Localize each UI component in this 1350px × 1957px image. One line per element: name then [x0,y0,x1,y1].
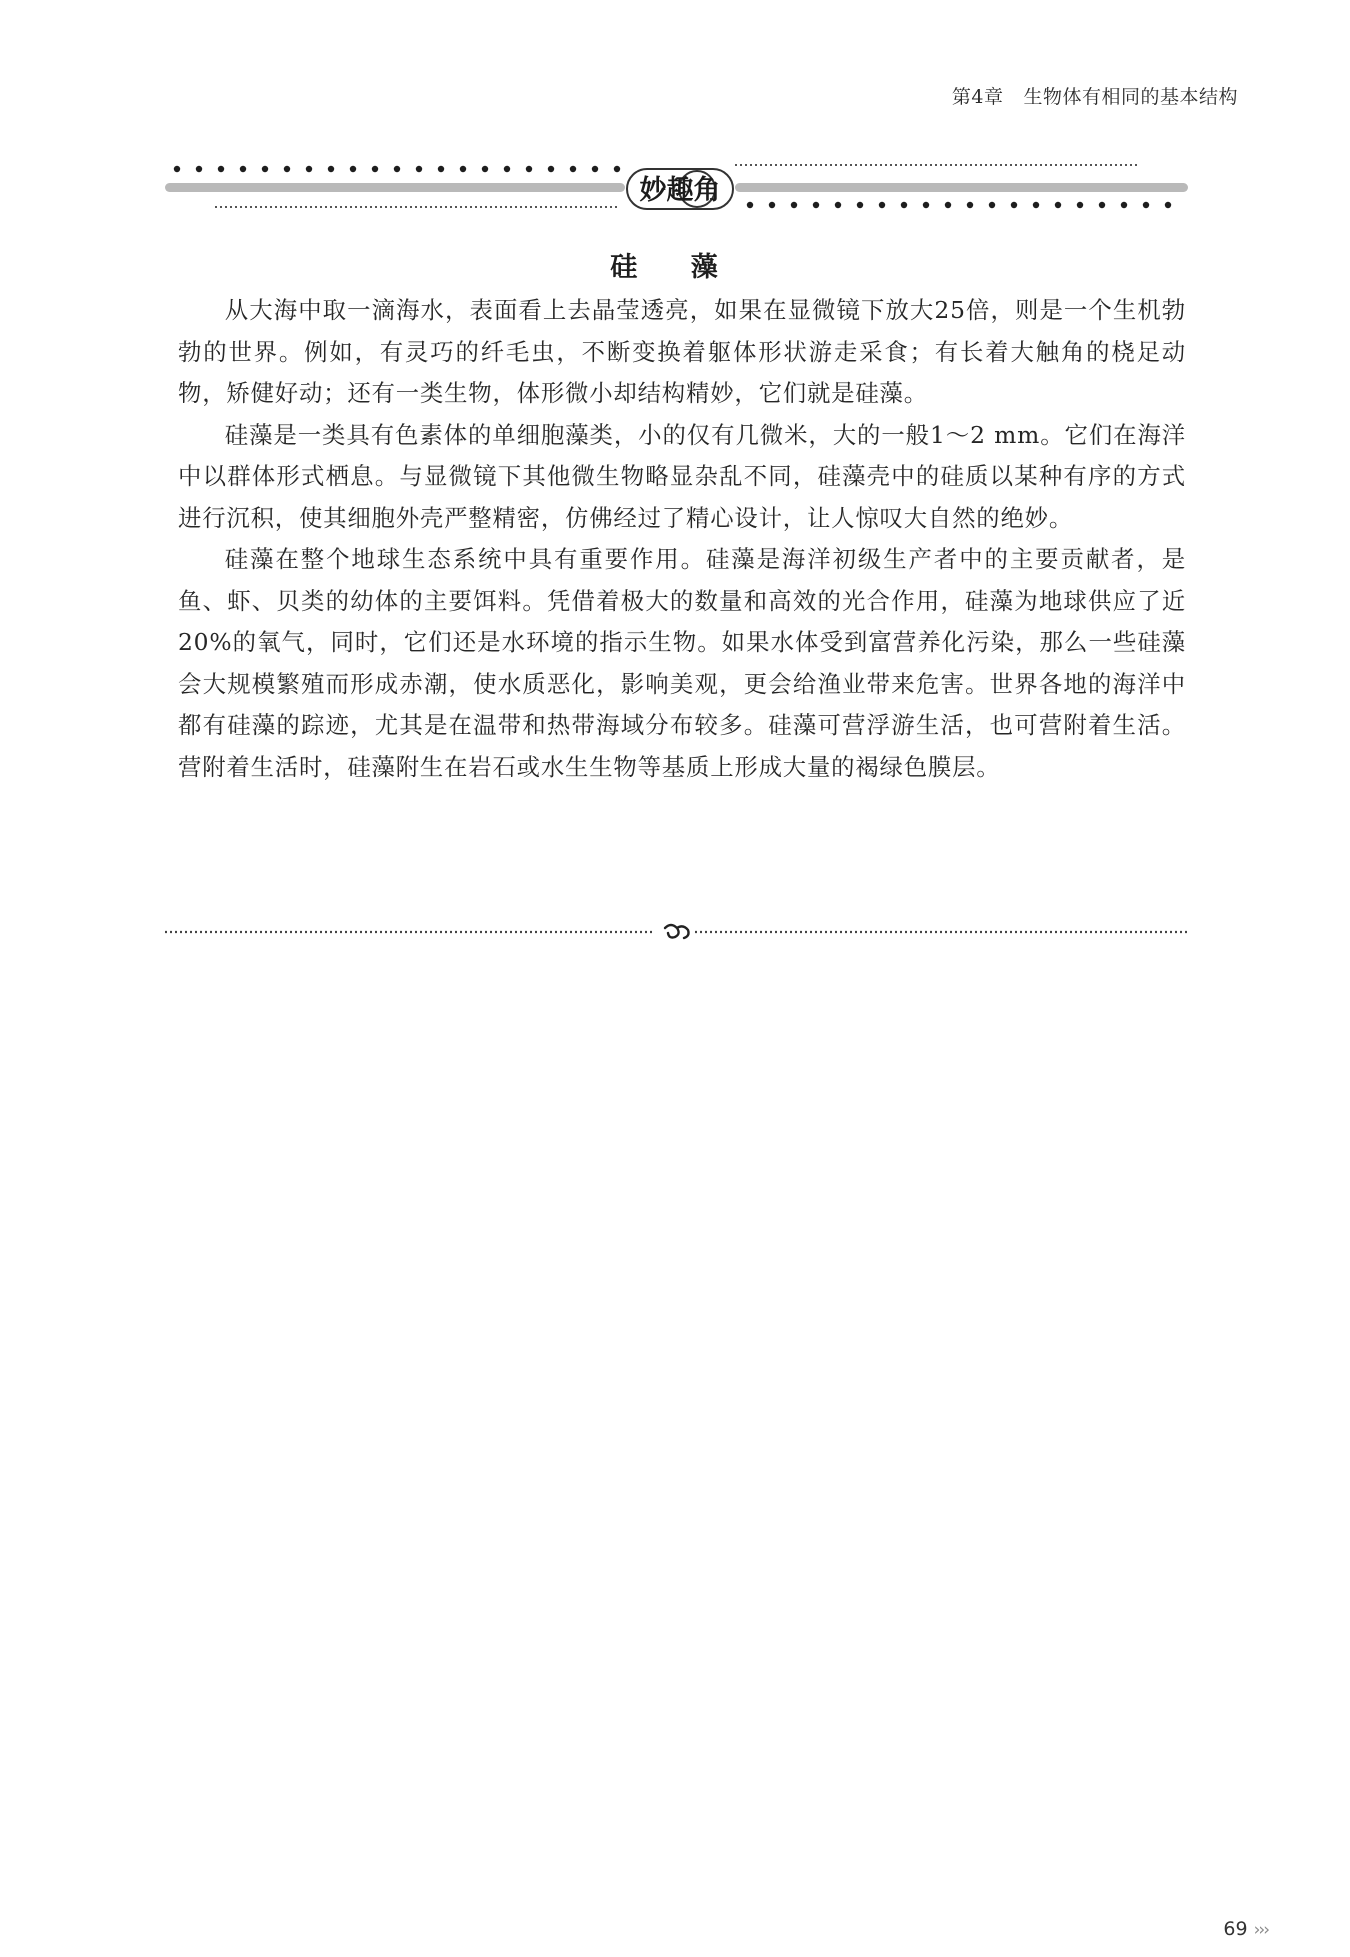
banner-decoration [165,155,1188,225]
end-rule-ornament [165,920,1188,944]
section-end-rule [165,920,1188,944]
page-number-value: 69 [1223,1918,1248,1940]
page-number [1223,1918,1268,1940]
paragraph-1: 从大海中取一滴海水，表面看上去晶莹透亮，如果在显微镜下放大25倍，则是一个生机勃勃的世界。例如，有灵巧的纤毛虫，不断变换着躯体形状游走采食；有长着大触角的桡足动物，矫健好动；还有一类生物，体形微小却结构精妙，它们就是硅藻。 [178,296,1186,407]
article-title: 硅 藻 [610,252,740,283]
chapter-title: 生物体有相同的基本结构 [1023,86,1238,108]
paragraph-3: 硅藻在整个地球生态系统中具有重要作用。硅藻是海洋初级生产者中的主要贡献者，是鱼、虾、贝类的幼体的主要饵料。凭借着极大的数量和高效的光合作用，硅藻为地球供应了近20%的氧气，同时，它们还是水环境的指示生物。如果水体受到富营养化污染，那么一些硅藻会大规模繁殖而形成赤潮，使水质恶化，影响美观，更会给渔业带来危害。世界各地的海洋中都有硅藻的踪迹，尤其是在温带和热带海域分布较多。硅藻可营浮游生活，也可营附着生活。营附着生活时，硅藻附生在岩石或水生生物等基质上形成大量的褐绿色膜层。 [178,545,1186,781]
chapter-number: 第4章 [951,86,1004,108]
banner-label: 妙趣角 [639,175,721,206]
section-banner [165,155,1188,225]
paragraph-2: 硅藻是一类具有色素体的单细胞藻类，小的仅有几微米，大的一般1～2 mm。它们在海洋中以群体形式栖息。与显微镜下其他微生物略显杂乱不同，硅藻壳中的硅质以某种有序的方式进行沉积，使其细胞外壳严整精密，仿佛经过了精心设计，让人惊叹大自然的绝妙。 [178,420,1186,532]
page-arrows-icon: ››› [1253,1920,1268,1940]
article-body [178,290,1186,788]
running-header [952,82,1238,109]
